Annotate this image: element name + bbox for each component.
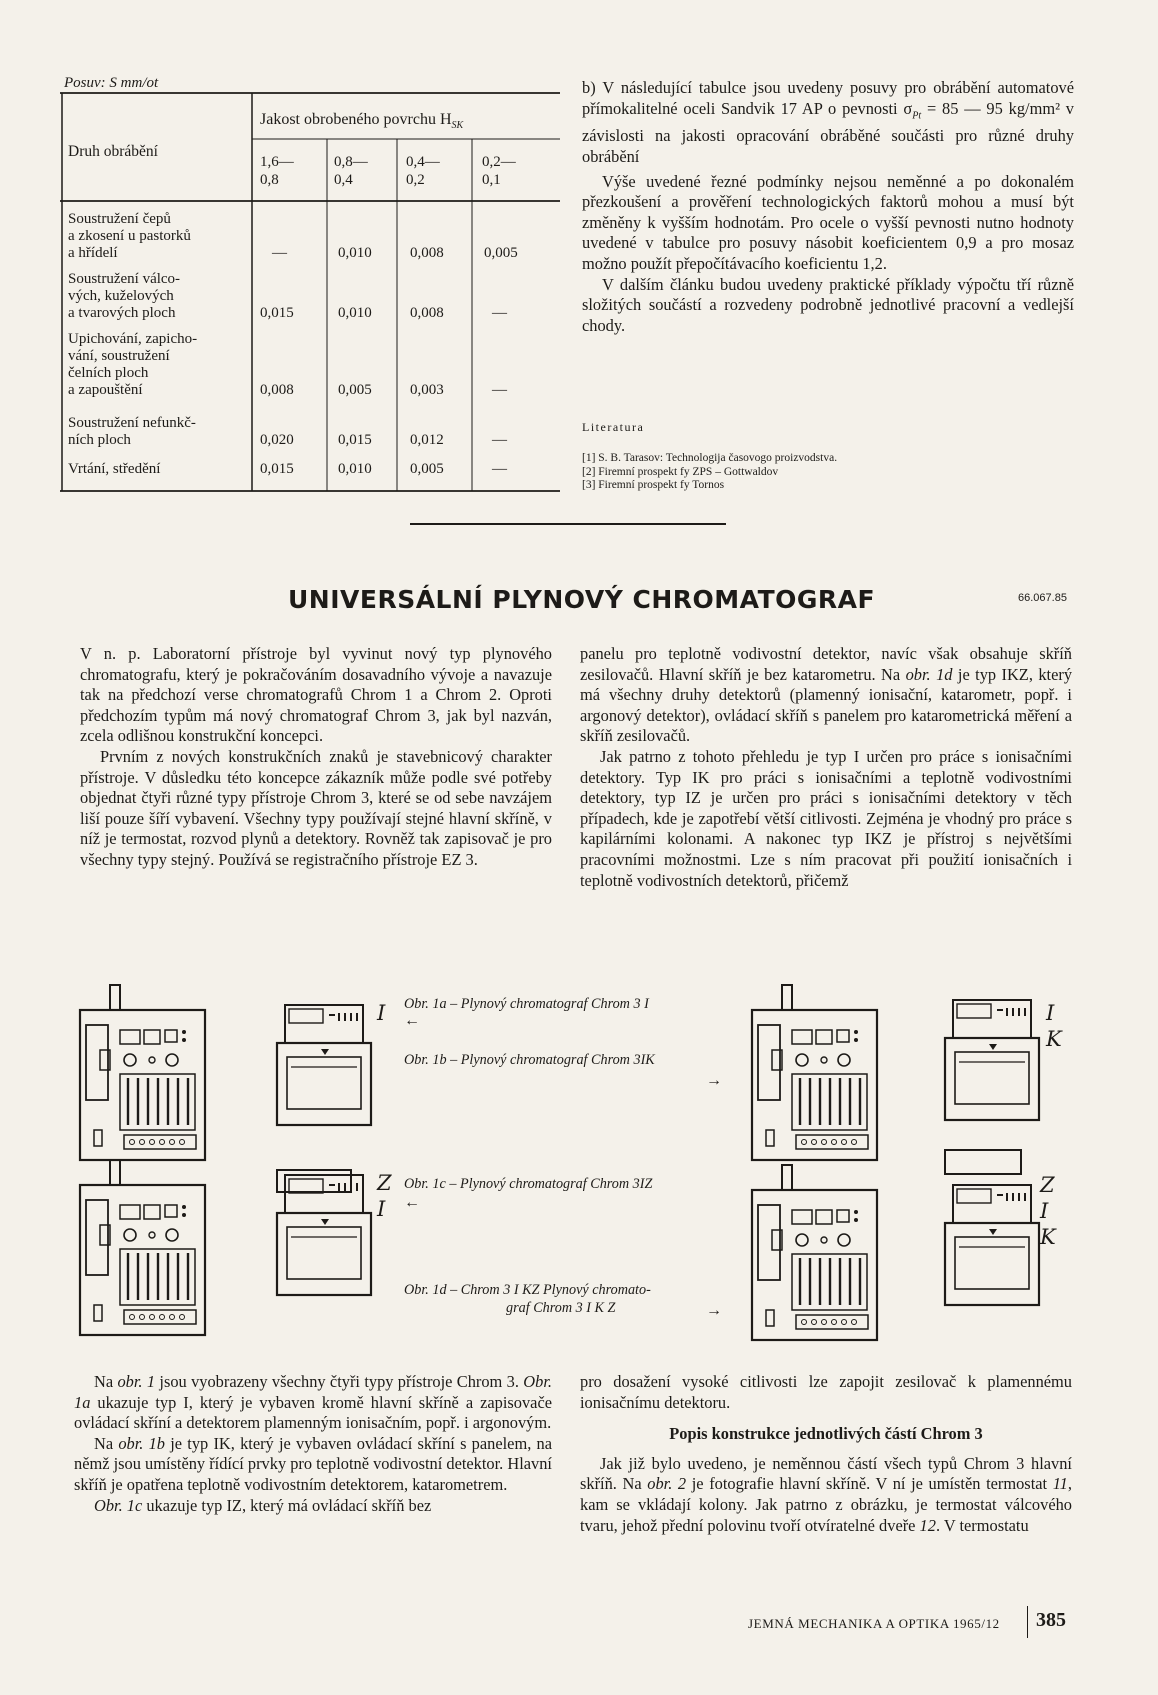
paragraph: Obr. 1c ukazuje typ IZ, který má ovládací skříň bez <box>94 1495 432 1515</box>
paragraph: Jak již bylo uvedeno, je neměnnou částí všech typů Chrom 3 hlavní skříň. Na obr. 2 je fotografie hlavní skříně. V ní je umístěn termostat 11, kam se vkládají kolony. Jak patrno z obrázku, je termostat válcového tvaru, jehož přední polovinu tvoří otvíratelné dveře 12. V termostatu <box>580 1453 1072 1535</box>
arrow-left-icon: ← <box>404 1194 420 1211</box>
paragraph: Výše uvedené řezné podmínky nejsou neměnné a po dokonalém přezkoušení a prověření technologických faktorů mohou a musí být změněny k vyšším hodnotám. Pro ocele o vyšší pevnosti nutno hodnoty uvedené v tabulce pro posuvy násobit koeficientem 0,9 a pro mosaz možno použít přepočítávacího koeficientu 1,2. <box>582 171 1074 274</box>
page-number: 385 <box>1036 1609 1066 1631</box>
literature-list <box>582 452 1052 493</box>
table-caption: Posuv: S mm/ot <box>64 75 159 91</box>
paragraph: Jak patrno z tohoto přehledu je typ I určen pro práce s ionisačními detektory. Typ IK pro práci s ionisačními a teplotně vodivostními detektory, typ IZ je určen pro práci s ionisačními detektory v těch případech, kde je zapotřebí větší citlivosti. Zejména je vhodný pro práce s kapilárními kolonami. A nakonec typ IKZ je přístroj s největšími pracovními možnostmi. Lze s ním pracovat při použití ionisačních i teplotně vodivostních detektorů, přičemž <box>580 746 1072 890</box>
reference: [1] S. B. Tarasov: Technologija časovogo proizvodstva. <box>582 452 838 464</box>
article-title: UNIVERSÁLNÍ PLYNOVÝ CHROMATOGRAF <box>288 585 876 614</box>
article-left-column <box>80 644 552 871</box>
handwritten-mark: Z I K <box>1040 1173 1056 1249</box>
range-4: 0,2— 0,1 <box>482 154 516 188</box>
footer-divider <box>1027 1606 1028 1638</box>
table-row-label: Vrtání, středění <box>68 461 161 477</box>
paragraph: pro dosažení vysoké citlivosti lze zapojit zesilovač k plamennému ionisačnímu detektoru. <box>580 1372 1072 1412</box>
reference: [3] Firemní prospekt fy Tornos <box>582 479 725 491</box>
figure-1c-caption: Obr. 1c – Plynový chromatograf Chrom 3IZ <box>404 1176 653 1192</box>
figure-1-drawings <box>0 970 1158 1330</box>
handwritten-mark: Z I <box>377 1171 392 1221</box>
bottom-right-column <box>580 1372 1072 1536</box>
udc-code: 66.067.85 <box>1018 592 1067 604</box>
table-row-label: Upichování, zapicho- vání, soustružení čelních ploch a zapouštění <box>68 331 198 398</box>
type-column-header: Druh obrábění <box>68 143 158 160</box>
range-1: 1,6— 0,8 <box>260 154 294 188</box>
paragraph: panelu pro teplotně vodivostní detektor, navíc však obsahuje skříň zesilovačů. Hlavní skříň je bez katarometru. Na obr. 1d je typ IKZ, který má všechny druhy detektorů (plamenný ionisační, katarometr, popř. i argonový detektor), ovládací skříň s panelem pro katarometrická měření a skříň zesilovačů. <box>580 644 1073 746</box>
table-row-label: Soustružení válco- vých, kuželových a tvarových ploch <box>68 271 181 321</box>
handwritten-mark: I <box>377 1001 386 1025</box>
feed-table-frame: Jakost obrobeného povrchu $H_{SK}$ Druh obrábění 1,6— 0,8 0,8— 0,4 0,4— 0,2 0,2— 0,1 Soustružení čepů a zkosení u pastorků a hřídelí Soustružení válco- vých, kuželových a tvarových ploch Upichování, zapicho- vání, soustružení čelních ploch a zapouštění Soustružení nefunkč- ních ploch Vrtání, středění — 0,010 0,008 0,005 0,015 0,010 0,008 — 0,008 0,005 0,003 — 0,020 0,015 0,012 — 0,015 0,010 0,005 — <box>60 93 560 493</box>
handwritten-mark: I K <box>1046 1001 1062 1051</box>
paragraph: Prvním z nových konstrukčních znaků je stavebnicový charakter přístroje. V důsledku této koncepce zákazník může podle své potřeby objednat čtyři různé typy přístroje Chrom 3, které se od sebe navzájem liší pouze šíří vybavení. Všechny typy používají stejné hlavní skříně, v níž je termostat, rozvod plynů a detektory. Rovněž tak zapisovač je pro všechny typy stejný. Používá se registračního přístroje EZ 3. <box>80 746 552 869</box>
section-heading: Popis konstrukce jednotlivých částí Chrom 3 <box>669 1424 983 1444</box>
table-row-label: Soustružení čepů a zkosení u pastorků a hřídelí <box>68 211 191 261</box>
range-2: 0,8— 0,4 <box>334 154 368 188</box>
table-row-label: Soustružení nefunkč- ních ploch <box>68 415 196 448</box>
bottom-left-column <box>74 1372 552 1516</box>
right-column-text <box>582 78 1074 336</box>
figure-1d-caption: Obr. 1d – Chrom 3 I KZ Plynový chromato- <box>404 1282 651 1298</box>
reference: [2] Firemní prospekt fy ZPS – Gottwaldov <box>582 465 779 478</box>
separator-rule <box>410 523 726 525</box>
range-3: 0,4— 0,2 <box>406 154 440 188</box>
paragraph: Na obr. 1b je typ IK, který je vybaven ovládací skříní s panelem, na němž jsou umístěny řídící prvky pro teplotně vodivostní detektor. Hlavní skříň je opatřena teplotně vodivostním detektorem, katarometrem. <box>74 1433 552 1494</box>
literature-title: Literatura <box>582 420 645 434</box>
arrow-right-icon: → <box>706 1072 722 1089</box>
paragraph: b) V následující tabulce jsou uvedeny posuvy pro obrábění automatové přímokalitelné oceli Sandvik 17 AP o pevnosti $\sigma_{Pt} = 85$ — 95 kg/mm² v závislosti na jakosti opracování obráběné součásti pro různé druhy obrábění <box>582 78 1075 167</box>
paragraph: V dalším článku budou uvedeny praktické příklady výpočtu tří různě složitých součástí a rozvedeny podrobně jednotlivé pracovní a vedlejší chody. <box>582 274 1074 335</box>
figure-1d-caption-line2: graf Chrom 3 I K Z <box>506 1300 616 1316</box>
quality-header: Jakost obrobeného povrchu $H_{SK}$ <box>260 111 464 132</box>
arrow-right-icon: → <box>706 1302 722 1319</box>
paragraph: V n. p. Laboratorní přístroje byl vyvinut nový typ plynového chromatografu, který je pokračováním dosavadního vývoje a navazuje tak na předchozí verse chromatografů Chrom 1 a Chrom 2. Oproti předchozím typům má nový chromatograf Chrom 3, jak byl nazván, zcela odlišnou konstrukční koncepci. <box>80 644 552 746</box>
figure-1b-caption: Obr. 1b – Plynový chromatograf Chrom 3IK <box>404 1052 655 1068</box>
article-right-column <box>580 644 1072 891</box>
journal-name: JEMNÁ MECHANIKA A OPTIKA 1965/12 <box>748 1616 1000 1631</box>
arrow-left-icon: ← <box>404 1012 420 1029</box>
paragraph: Na obr. 1 jsou vyobrazeny všechny čtyři typy přístroje Chrom 3. Obr. 1a ukazuje typ I, který je vybaven kromě hlavní skříně a zapisovače ovládací skříní a detektorem plamenným ionisačním, popř. i argonovým. <box>74 1372 552 1433</box>
figure-1a-caption: Obr. 1a – Plynový chromatograf Chrom 3 I <box>404 996 649 1012</box>
